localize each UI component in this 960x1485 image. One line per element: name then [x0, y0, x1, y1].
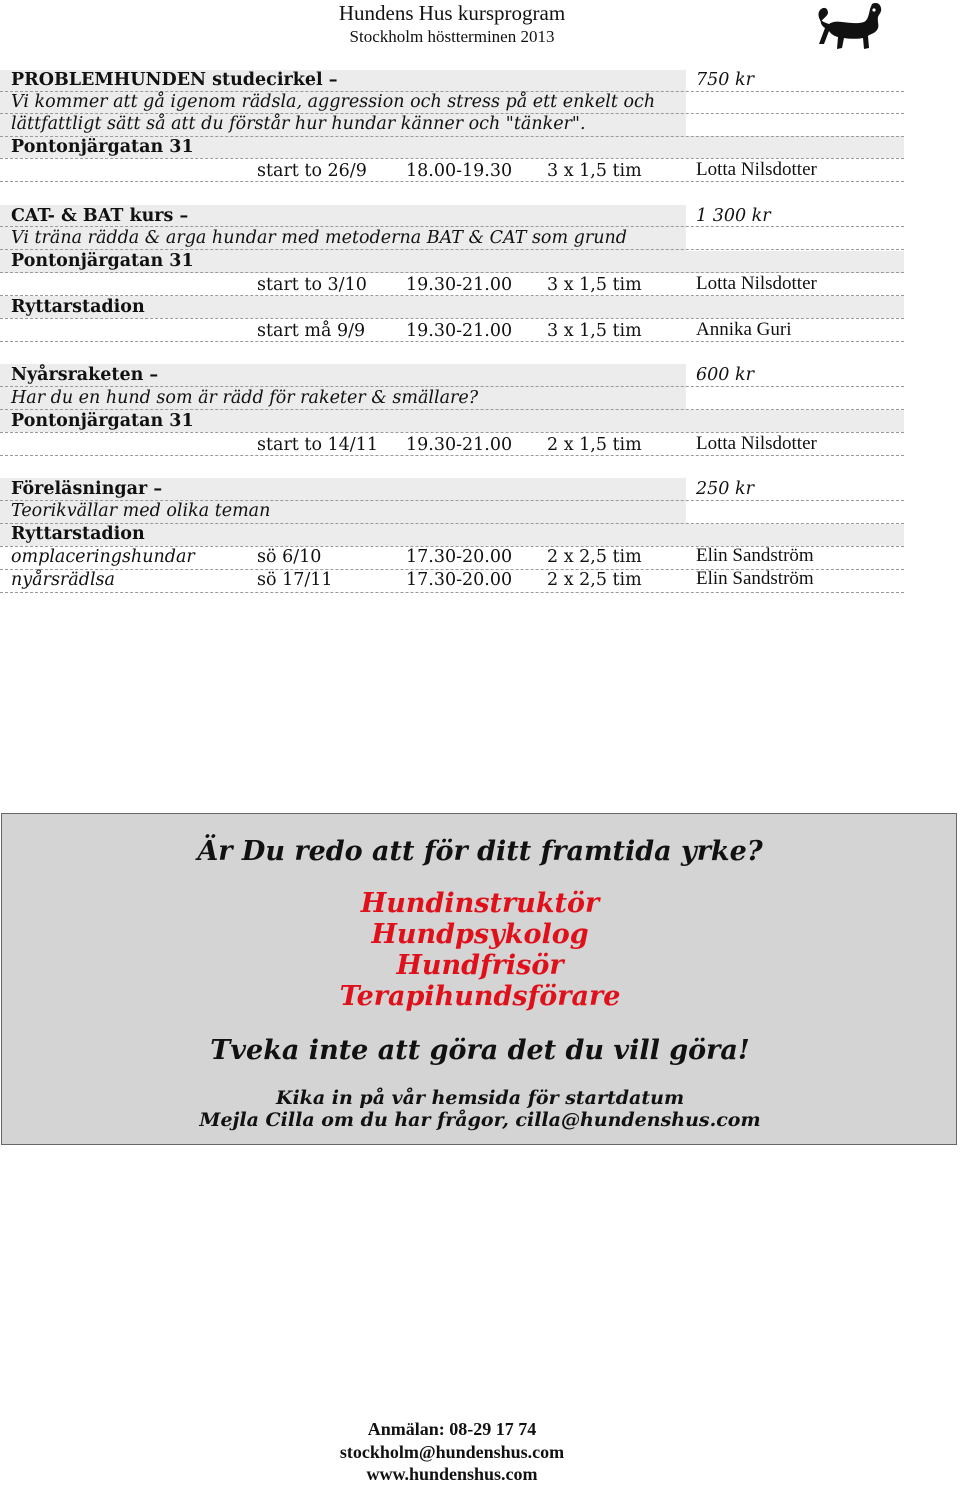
cta-heading: Är Du redo att för ditt framtida yrke?: [197, 836, 763, 867]
cta-info-email: Mejla Cilla om du har frågor, cilla@hundenshus.com: [199, 1109, 761, 1131]
lecture-topic: omplaceringshundar: [11, 547, 195, 567]
course-title-catbat: CAT- & BAT kurs –: [11, 206, 189, 226]
cta-job-psychologist: Hundpsykolog: [371, 919, 589, 950]
cta-tagline: Tveka inte att göra det du vill göra!: [210, 1035, 750, 1066]
schedule-sessions: 2 x 1,5 tim: [547, 435, 642, 455]
course-description: lättfattligt sätt så att du förstår hur hundar känner och "tänker".: [11, 114, 586, 134]
course-venue: Pontonjärgatan 31: [11, 411, 194, 431]
schedule-start: start to 26/9: [257, 161, 367, 181]
lecture-topic: nyårsrädlsa: [11, 570, 115, 590]
footer-email: stockholm@hundenshus.com: [339, 1442, 565, 1462]
course-venue: Pontonjärgatan 31: [11, 137, 194, 157]
footer-phone: Anmälan: 08-29 17 74: [367, 1419, 537, 1439]
course-venue: Ryttarstadion: [11, 524, 145, 544]
course-title-forelasningar: Föreläsningar –: [11, 479, 163, 499]
schedule-start: start to 3/10: [257, 275, 367, 295]
cta-job-therapy-handler: Terapihundsförare: [339, 981, 621, 1012]
schedule-time: 19.30-21.00: [406, 275, 513, 295]
course-description: Har du en hund som är rädd för raketer & smällare?: [11, 388, 479, 408]
schedule-teacher: Elin Sandström: [696, 568, 814, 589]
schedule-teacher: Elin Sandström: [696, 545, 814, 566]
course-title-problemhunden: PROBLEMHUNDEN studecirkel –: [11, 70, 338, 90]
schedule-time: 17.30-20.00: [406, 570, 513, 590]
course-description: Vi träna rädda & arga hundar med metoderna BAT & CAT som grund: [11, 228, 627, 248]
schedule-date: sö 17/11: [257, 570, 333, 590]
cta-job-groomer: Hundfrisör: [396, 950, 564, 981]
course-price: 250 kr: [696, 479, 754, 499]
dog-logo-icon: [814, 0, 888, 56]
course-price: 600 kr: [696, 365, 754, 385]
schedule-sessions: 3 x 1,5 tim: [547, 161, 642, 181]
career-cta-box: [1, 813, 957, 1145]
schedule-date: sö 6/10: [257, 547, 322, 567]
schedule-teacher: Lotta Nilsdotter: [696, 433, 817, 454]
schedule-time: 19.30-21.00: [406, 435, 513, 455]
schedule-time: 18.00-19.30: [406, 161, 513, 181]
course-venue: Pontonjärgatan 31: [11, 251, 194, 271]
footer-website: www.hundenshus.com: [366, 1464, 538, 1484]
schedule-teacher: Annika Guri: [696, 319, 792, 340]
course-price: 750 kr: [696, 70, 754, 90]
cta-info-website: Kika in på vår hemsida för startdatum: [275, 1087, 685, 1109]
schedule-sessions: 2 x 2,5 tim: [547, 570, 642, 590]
schedule-teacher: Lotta Nilsdotter: [696, 273, 817, 294]
course-price: 1 300 kr: [696, 206, 771, 226]
course-description: Teorikvällar med olika teman: [11, 501, 271, 521]
schedule-start: start to 14/11: [257, 435, 378, 455]
course-venue: Ryttarstadion: [11, 297, 145, 317]
schedule-sessions: 2 x 2,5 tim: [547, 547, 642, 567]
schedule-sessions: 3 x 1,5 tim: [547, 275, 642, 295]
schedule-sessions: 3 x 1,5 tim: [547, 321, 642, 341]
course-title-nyarsraketen: Nyårsraketen –: [11, 365, 159, 385]
schedule-time: 19.30-21.00: [406, 321, 513, 341]
page-title: Hundens Hus kursprogram: [338, 1, 566, 25]
cta-job-instructor: Hundinstruktör: [360, 888, 600, 919]
page-subtitle: Stockholm höstterminen 2013: [349, 27, 555, 46]
course-description: Vi kommer att gå igenom rädsla, aggression och stress på ett enkelt och: [11, 92, 656, 112]
schedule-time: 17.30-20.00: [406, 547, 513, 567]
schedule-start: start må 9/9: [257, 321, 366, 341]
schedule-teacher: Lotta Nilsdotter: [696, 159, 817, 180]
